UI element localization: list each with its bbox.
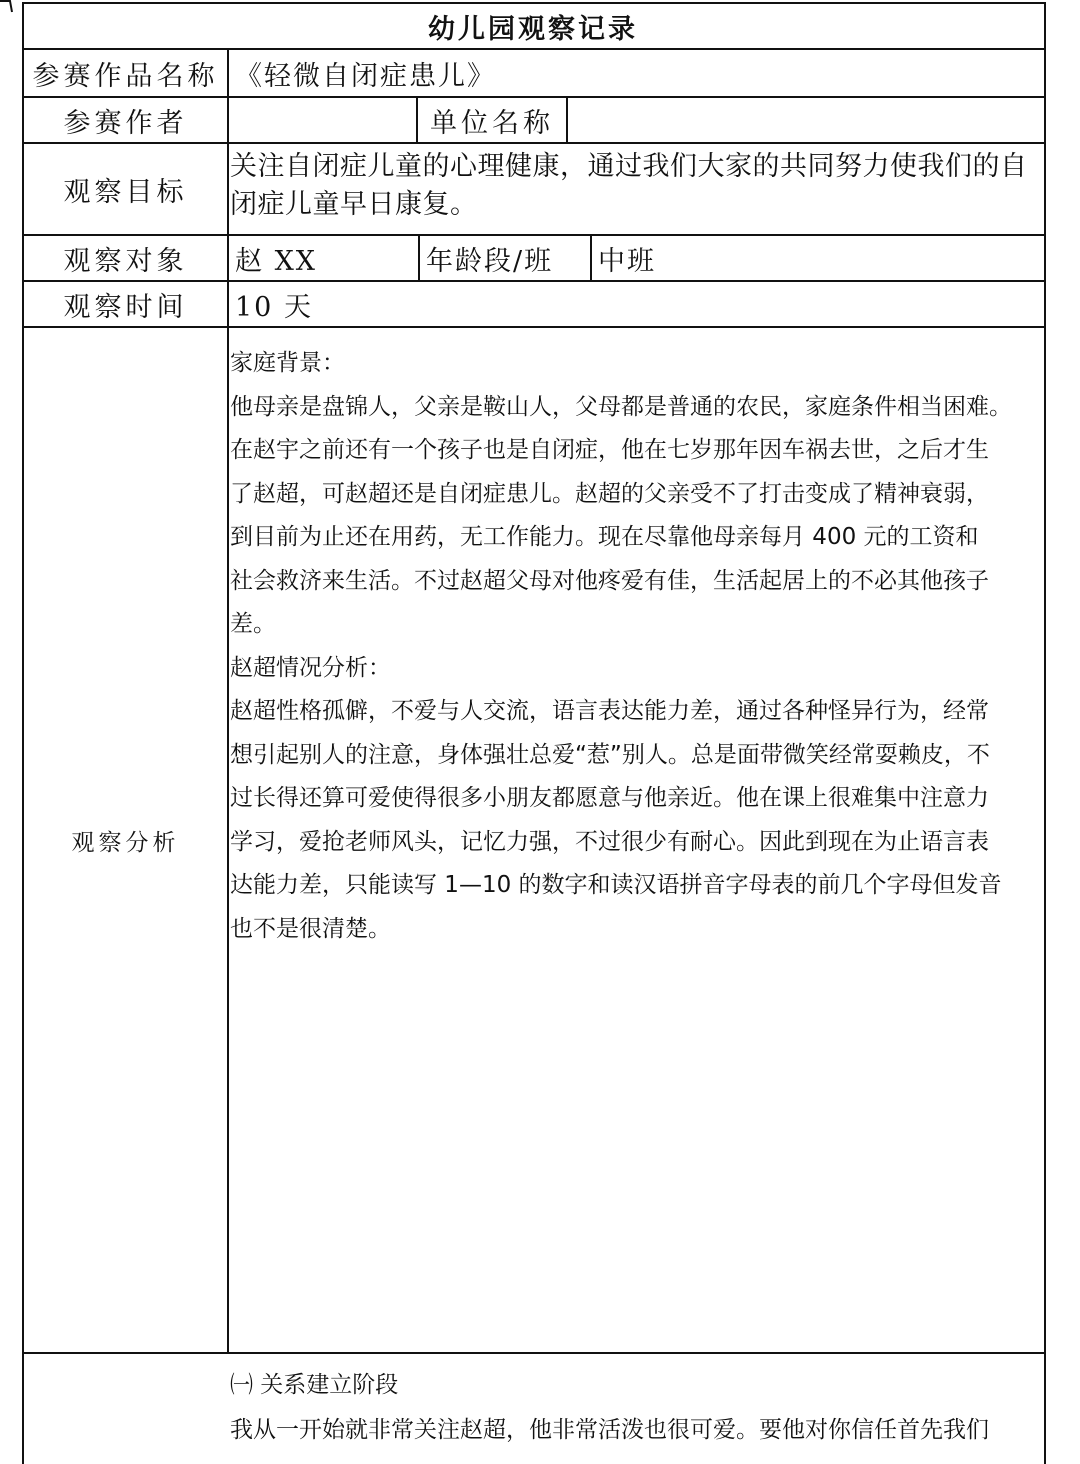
unit-label: 单位名称 [430, 107, 554, 139]
analysis-line: 也不是很清楚。 [230, 915, 391, 942]
unit-value[interactable] [568, 98, 1042, 142]
work-name-label: 参赛作品名称 [32, 60, 219, 92]
document-title: 幼儿园观察记录 [428, 13, 638, 45]
goal-line: 闭症儿童早日康复。 [230, 189, 478, 220]
row-divider [22, 1352, 1044, 1354]
analysis-line: 赵超性格孤僻，不爱与人交流，语言表达能力差，通过各种怪异行为，经常 [230, 698, 989, 724]
time-label: 观察时间 [63, 291, 188, 323]
analysis-line: 他母亲是盘锦人，父亲是鞍山人，父母都是普通的农民，家庭条件相当困难。 [230, 393, 1012, 420]
time-value[interactable]: 10 天 [235, 291, 313, 323]
analysis-line: 到目前为止还在用药，无工作能力。现在尽靠他母亲每月 400 元的工资和 [230, 524, 979, 550]
subject-label: 观察对象 [63, 245, 188, 277]
age-label: 年龄段/班 [426, 245, 554, 277]
subject-value[interactable]: 赵 XX [235, 245, 318, 277]
analysis-line: 了赵超，可赵超还是自闭症患儿。赵超的父亲受不了打击变成了精神衰弱， [230, 480, 989, 507]
author-value[interactable] [229, 98, 416, 142]
analysis-line: 在赵宇之前还有一个孩子也是自闭症，他在七岁那年因车祸去世，之后才生 [230, 437, 989, 463]
corner-tick-icon [0, 0, 14, 14]
author-label: 参赛作者 [63, 107, 188, 139]
analysis-line: 赵超情况分析： [230, 654, 391, 681]
analysis-line: 差。 [230, 611, 276, 637]
analysis-content [230, 342, 1042, 951]
goal-value [230, 148, 1042, 224]
age-value[interactable]: 中班 [598, 245, 656, 277]
analysis-line: 达能力差，只能读写 1—10 的数字和读汉语拼音字母表的前几个字母但发音 [230, 872, 1002, 898]
goal-line: 关注自闭症儿童的心理健康，通过我们大家的共同努力使我们的自 [230, 151, 1028, 182]
analysis-line: 想引起别人的注意，身体强壮总爱“惹”别人。总是面带微笑经常耍赖皮，不 [230, 741, 990, 768]
analysis-line: 社会救济来生活。不过赵超父母对他疼爱有佳，生活起居上的不必其他孩子 [230, 567, 989, 594]
work-name-value[interactable]: 《轻微自闭症患儿》 [235, 60, 496, 92]
analysis-line: 家庭背景： [230, 350, 345, 376]
analysis-line: 过长得还算可爱使得很多小朋友都愿意与他亲近。他在课上很难集中注意力 [230, 785, 989, 811]
analysis-line: 学习，爱抢老师风头，记忆力强，不过很少有耐心。因此到现在为止语言表 [230, 828, 989, 855]
goal-label: 观察目标 [63, 176, 188, 208]
stage-heading: ㈠ 关系建立阶段 [230, 1372, 399, 1398]
analysis-label: 观察分析 [71, 829, 180, 856]
stage-line: 我从一开始就非常关注赵超，他非常活泼也很可爱。要他对你信任首先我们 [230, 1417, 989, 1443]
